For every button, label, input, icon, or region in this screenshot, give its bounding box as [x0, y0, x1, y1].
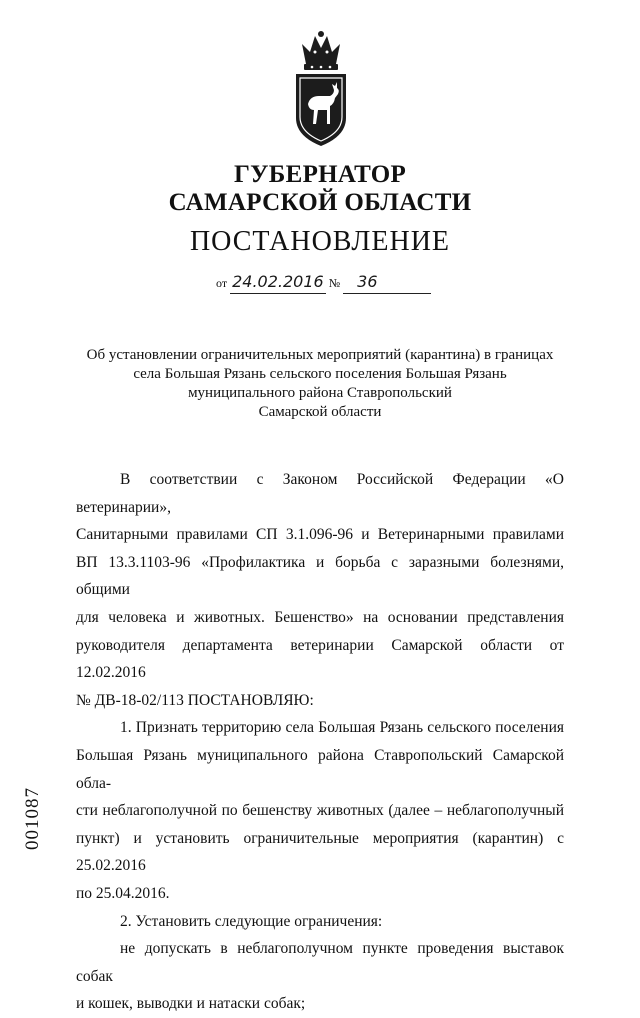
date-value: 24.02.2016: [232, 272, 324, 291]
number-prefix: №: [328, 276, 341, 290]
authority-title-line-1: ГУБЕРНАТОР: [233, 161, 407, 188]
date-number-line: [216, 272, 431, 294]
body-line: по 25.04.2016.: [76, 884, 170, 902]
number-field: [343, 272, 431, 294]
body-line: не допускать в неблагополучном пункте проведения выставок собак: [76, 940, 564, 985]
body-line: 2. Установить следующие ограничения:: [120, 912, 383, 930]
body-line: ВП 13.3.1103-96 «Профилактика и борьба с заразными болезнями, общими: [76, 553, 564, 599]
document-type-title: ПОСТАНОВЛЕНИЕ: [189, 226, 451, 257]
document-body: [76, 466, 564, 1018]
archive-number-stamp: 001087: [22, 787, 43, 850]
body-line: В соответствии с Законом Российской Федерации «О ветеринарии»,: [76, 471, 564, 516]
subject-line: муниципального района Ставропольский: [188, 385, 452, 401]
body-line: и кошек, выводки и натаски собак;: [76, 995, 306, 1013]
body-line: Санитарными правилами СП 3.1.096-96 и Ветеринарными правилами: [76, 526, 564, 544]
body-line: 1. Признать территорию села Большая Рязань сельского поселения: [120, 719, 564, 737]
date-field: [230, 272, 326, 294]
number-value: 36: [357, 272, 378, 291]
body-line: руководителя департамента ветеринарии Самарской области от 12.02.2016: [76, 636, 564, 682]
date-prefix: от: [216, 276, 228, 290]
document-subject: [0, 346, 640, 422]
body-line: Большая Рязань муниципального района Ставропольский Самарской обла-: [76, 746, 564, 792]
body-line: пункт) и установить ограничительные мероприятия (карантин) с 25.02.2016: [76, 829, 564, 875]
subject-line: села Большая Рязань сельского поселения Большая Рязань: [133, 366, 507, 382]
subject-line: Об установлении ограничительных мероприятий (карантина) в границах: [86, 347, 554, 363]
body-line: сти неблагополучной по бешенству животных (далее – неблагополучный: [76, 802, 564, 820]
body-line: № ДВ-18-02/113 ПОСТАНОВЛЯЮ:: [76, 691, 314, 709]
subject-line: Самарской области: [258, 404, 382, 420]
authority-title-line-2: САМАРСКОЙ ОБЛАСТИ: [168, 189, 472, 216]
coat-of-arms-emblem: [288, 30, 354, 148]
body-line: для человека и животных. Бешенство» на основании представления: [76, 608, 564, 626]
